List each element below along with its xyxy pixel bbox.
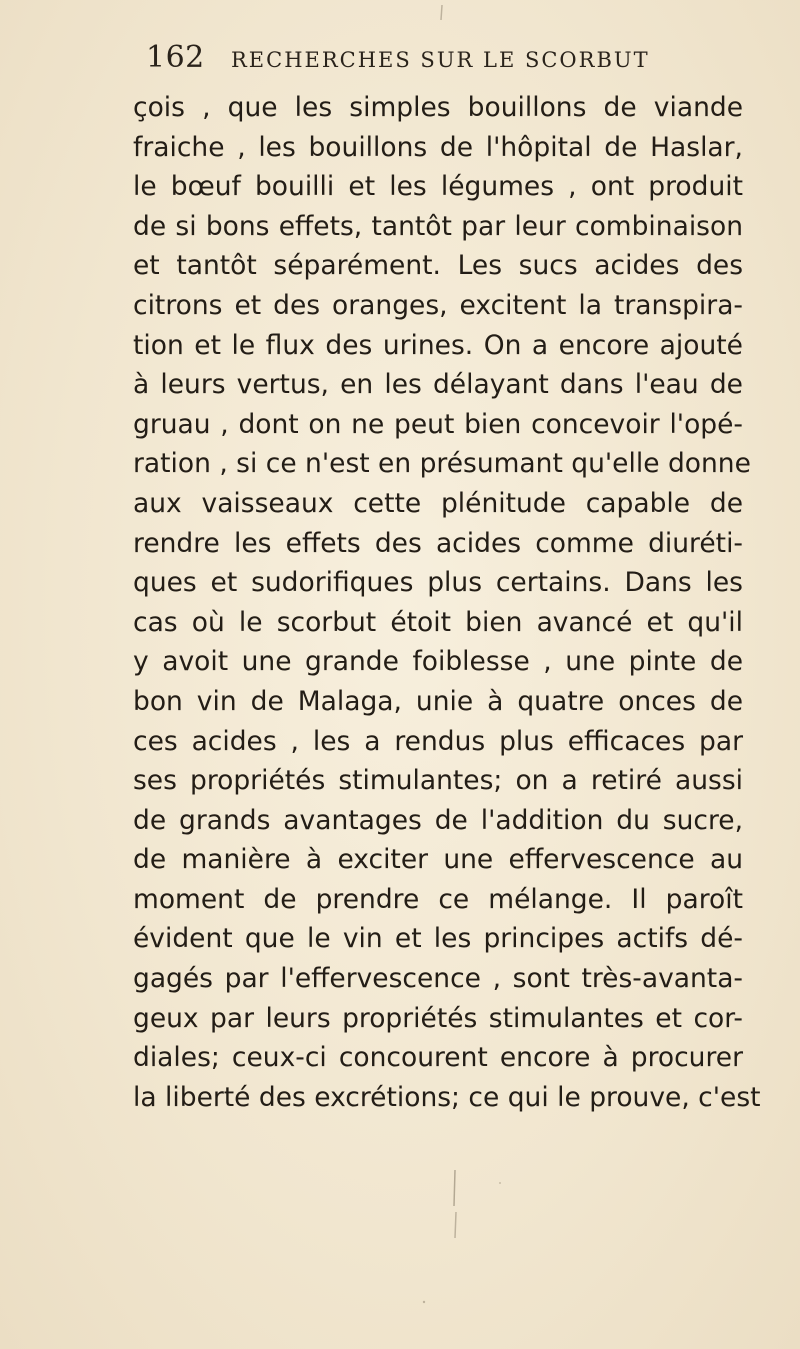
text-line: ces acides , les a rendus plus efficaces par [133,725,743,757]
text-line: de manière à exciter une effervescence au [133,844,743,876]
paper-mark [423,1301,425,1303]
paper-mark [499,1182,501,1184]
text-line: moment de prendre ce mélange. Il paroît [133,883,743,915]
text-line: fraiche , les bouillons de l'hôpital de Haslar, [133,131,743,163]
text-line: de si bons effets, tantôt par leur combinaison [133,210,743,242]
text-line: citrons et des oranges, excitent la transpira- [133,289,743,321]
text-line: ration , si ce n'est en présumant qu'elle donne [133,448,751,480]
paper-mark [441,5,442,20]
paper-mark [454,1170,455,1206]
page-number: 162 [146,40,205,75]
text-line: aux vaisseaux cette plénitude capable de [133,487,743,519]
text-line: geux par leurs propriétés stimulantes et cor- [133,1002,743,1034]
text-line: çois , que les simples bouillons de viande [133,92,743,123]
text-line: gagés par l'effervescence , sont très-avanta- [133,963,743,995]
page-header [146,38,746,88]
text-line: évident que le vin et les principes actifs dé- [133,923,743,955]
text-line: cas où le scorbut étoit bien avancé et qu'il [133,606,743,638]
text-line: diales; ceux-ci concourent encore à procurer [133,1042,743,1074]
text-line: gruau , dont on ne peut bien concevoir l'opé- [133,408,743,440]
body-text [133,88,761,1117]
text-line: le bœuf bouilli et les légumes , ont produit [133,171,743,203]
text-line: ques et sudorifiques plus certains. Dans les [133,567,743,599]
text-line: à leurs vertus, en les délayant dans l'eau de [133,369,743,401]
text-line: ses propriétés stimulantes; on a retiré aussi [133,765,743,797]
text-line: de grands avantages de l'addition du sucre, [133,804,743,836]
text-line: la liberté des excrétions; ce qui le prouve, c'est [133,1081,761,1113]
text-line: tion et le flux des urines. On a encore ajouté [133,329,743,361]
text-line: rendre les effets des acides comme diuréti- [133,527,743,559]
running-title: RECHERCHES SUR LE SCORBUT [231,48,650,72]
text-line: et tantôt séparément. Les sucs acides des [133,250,743,282]
paper-mark [455,1212,456,1238]
text-line: bon vin de Malaga, unie à quatre onces de [133,685,743,717]
text-line: y avoit une grande foiblesse , une pinte de [133,646,743,678]
